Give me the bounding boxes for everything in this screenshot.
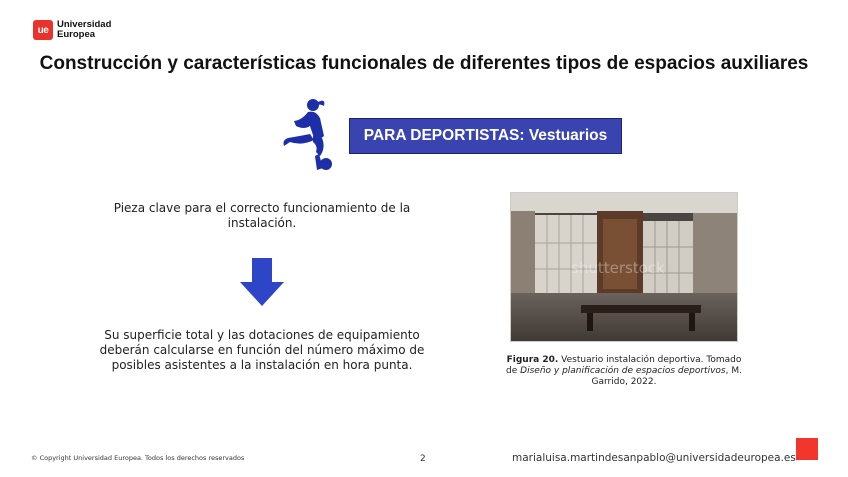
university-logo bbox=[33, 20, 111, 40]
soccer-player-icon bbox=[280, 96, 336, 174]
copyright-notice: © Copyright Universidad Europea. Todos los derechos reservados bbox=[31, 454, 245, 462]
figure-label: Figura 20. bbox=[506, 355, 559, 365]
contact-email: marialuisa.martindesanpablo@universidadeuropea.es bbox=[512, 452, 796, 464]
photo-watermark: shutterstock bbox=[571, 259, 665, 277]
locker-room-illustration bbox=[511, 193, 738, 342]
figure-source: Diseño y planificación de espacios deportivos bbox=[520, 366, 726, 376]
detail-text: Su superficie total y las dotaciones de equipamiento deberán calcularse en función del número máximo de posibles asistentes a la instalación en hora punta. bbox=[99, 328, 425, 372]
page-number: 2 bbox=[420, 454, 426, 464]
brand-red-square bbox=[796, 438, 818, 460]
university-name-line2: Europea bbox=[57, 29, 96, 40]
figure-text: Vestuario instalación deportiva. Tomado de bbox=[506, 355, 742, 376]
arrow-down-icon bbox=[240, 258, 284, 306]
intro-text: Pieza clave para el correcto funcionamiento de la instalación. bbox=[113, 201, 411, 230]
figure-caption bbox=[506, 355, 742, 388]
university-name-line1: Universidad bbox=[57, 19, 112, 30]
figure-citation: , M. Garrido, 2022. bbox=[591, 366, 742, 387]
university-name bbox=[57, 20, 111, 40]
section-banner: PARA DEPORTISTAS: Vestuarios bbox=[349, 118, 622, 154]
locker-room-photo bbox=[510, 192, 738, 342]
slide-title: Construcción y características funcionales de diferentes tipos de espacios auxiliares bbox=[39, 53, 809, 74]
ue-logo-mark: ue bbox=[33, 20, 53, 40]
